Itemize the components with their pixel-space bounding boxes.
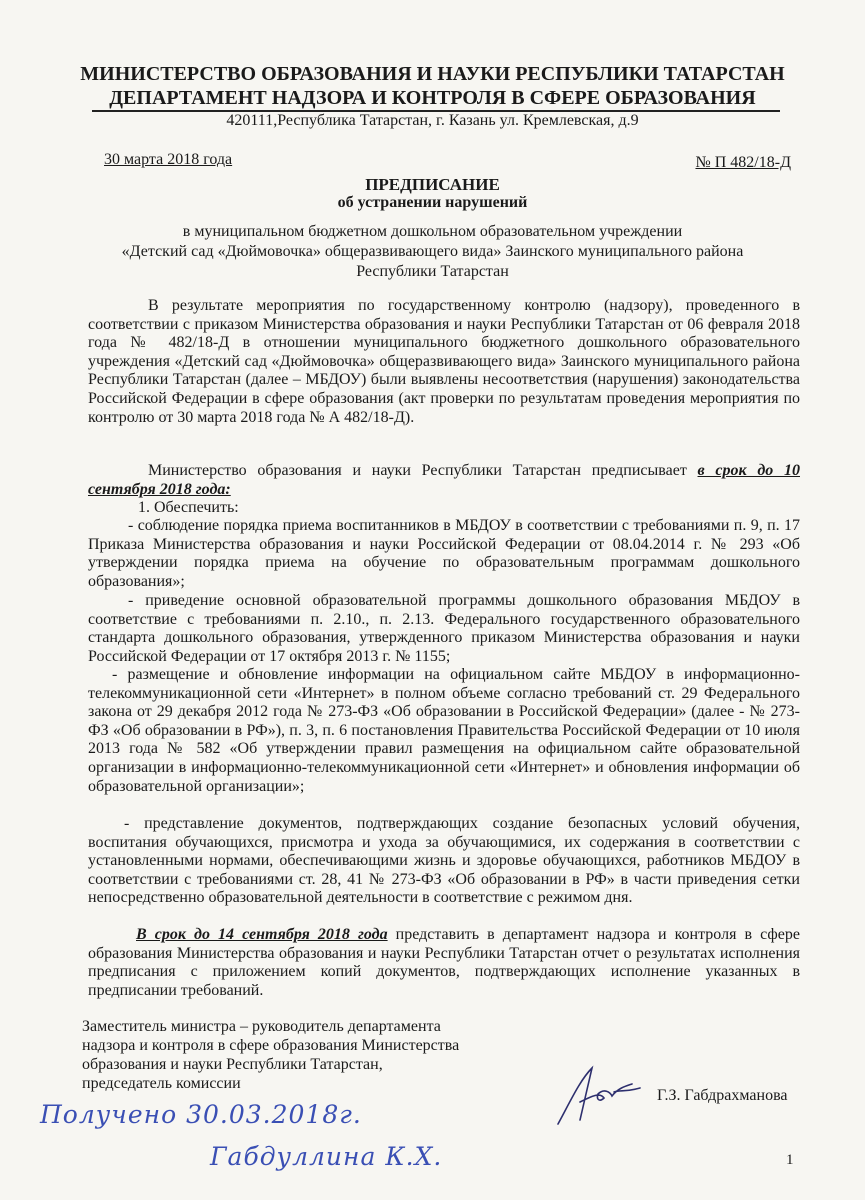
prescription-text: Министерство образования и науки Республики Татарстан предписывает <box>148 462 698 479</box>
signatory-line-2: надзора и контроля в сфере образования Министерства <box>82 1037 460 1054</box>
org-line-3: Республики Татарстан <box>356 263 509 280</box>
list-item: - приведение основной образовательной программы дошкольного образования МБДОУ в соответствие с требованиями п. 2.10., п. 2.13. Федерального государственного образовательного стандарта дошкольного образования, утвержденного приказом Министерства образования и науки Российской Федерации от 17 октября 2013 г. № 1155; <box>88 592 800 665</box>
page-number: 1 <box>786 1152 794 1168</box>
document-date: 30 марта 2018 года <box>104 151 233 168</box>
org-line-1: в муниципальном бюджетном дошкольном образовательном учреждении <box>182 223 683 240</box>
department-title: ДЕПАРТАМЕНТ НАДЗОРА И КОНТРОЛЯ В СФЕРЕ ОБРАЗОВАНИЯ <box>109 87 756 109</box>
document-subtitle: об устранении нарушений <box>337 194 528 211</box>
document-number: № П 482/18-Д <box>695 154 791 171</box>
report-paragraph <box>88 926 800 1000</box>
list-item: - соблюдение порядка приема воспитанников в МБДОУ в соответствии с требованиями п. 9, п. 17 Приказа Министерства образования и науки Российской Федерации от 08.04.2014 г. № 293 «Об утверждении порядка приема на обучение по образовательным программам дошкольного образования»; <box>88 517 800 590</box>
signatory-line-4: председатель комиссии <box>82 1075 241 1092</box>
signatory-line-3: образования и науки Республики Татарстан, <box>82 1056 383 1073</box>
report-deadline: В срок до 14 сентября 2018 года <box>136 926 388 943</box>
received-by-name: Габдуллина К.Х. <box>210 1142 443 1171</box>
received-note: Получено 30.03.2018г. <box>40 1100 362 1129</box>
signatory-name: Г.З. Габдрахманова <box>657 1087 788 1104</box>
item-header: 1. Обеспечить: <box>138 499 239 516</box>
list-item: - представление документов, подтверждающих создание безопасных условий обучения, воспитания обучающихся, присмотра и ухода за обучающимися, их содержания в соответствии с установленными нормами, обеспечивающими жизнь и здоровье обучающихся, работников МБДОУ в соответствии с требованиями ст. 28, 41 № 273-ФЗ «Об образовании в РФ» в части приведения сетки непосредственно образовательной деятельности в соответствие с режимом дня. <box>88 815 800 907</box>
signatory-block <box>82 1017 502 1093</box>
report-text: представить в департамент надзора и контроля в сфере образования Министерства образования и науки Республики Татарстан отчет о результатах исполнения предписания с приложением копий документов, подтверждающих исполнение указанных в предписании требований. <box>88 926 800 999</box>
ministry-title: МИНИСТЕРСТВО ОБРАЗОВАНИЯ И НАУКИ РЕСПУБЛИКИ ТАТАРСТАН <box>80 63 785 85</box>
org-line-2: «Детский сад «Дюймовочка» общеразвивающего вида» Заинского муниципального района <box>121 243 744 260</box>
signatory-line-1: Заместитель министра – руководитель департамента <box>82 1018 441 1035</box>
signature-image <box>540 1062 650 1132</box>
document-title: ПРЕДПИСАНИЕ <box>365 175 500 194</box>
address: 420111,Республика Татарстан, г. Казань ул. Кремлевская, д.9 <box>226 112 639 129</box>
intro-paragraph: В результате мероприятия по государственному контролю (надзору), проведенного в соответствии с приказом Министерства образования и науки Республики Татарстан от 06 февраля 2018 года № 482/18-Д в отношении муниципального бюджетного дошкольного образовательного учреждения «Детский сад «Дюймовочка» общеразвивающего вида» Заинского муниципального района Республики Татарстан (далее – МБДОУ) были выявлены несоответствия (нарушения) законодательства Российской Федерации в сфере образования (акт проверки по результатам проведения мероприятия по контролю от 30 марта 2018 года № А 482/18-Д). <box>88 297 800 426</box>
prescription-deadline: в срок до 10 сентября 2018 года: <box>88 462 800 498</box>
list-item: - размещение и обновление информации на официальном сайте МБДОУ в информационно-телекоммуникационной сети «Интернет» в полном объеме согласно требований ст. 29 Федерального закона от 29 декабря 2012 года № 273-ФЗ «Об образовании в Российской Федерации» (далее - № 273-ФЗ «Об образовании в РФ»), п. 3, п. 6 постановления Правительства Российской Федерации от 10 июля 2013 года № 582 «Об утверждении правил размещения на официальном сайте образовательной организации в информационно-телекоммуникационной сети «Интернет» и обновления информации об образовательной организации»; <box>88 666 800 795</box>
prescription-paragraph <box>88 462 800 499</box>
